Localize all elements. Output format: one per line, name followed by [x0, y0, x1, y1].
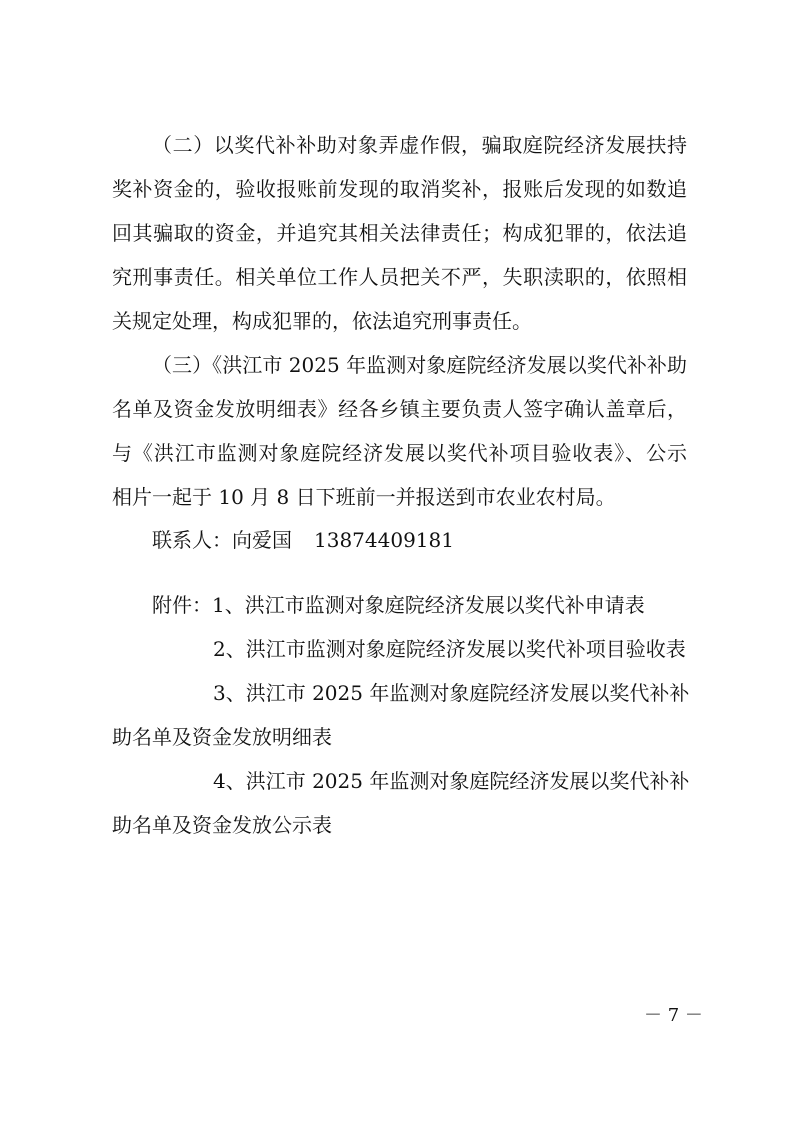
contact-label: 联系人：向爱国: [152, 528, 292, 552]
attachment-item-3-line-2: 助名单及资金发放明细表: [112, 725, 332, 749]
section2-line-5: 关规定处理，构成犯罪的，依法追究刑事责任。: [112, 309, 532, 333]
attachment-item-3-line-1: 3、洪江市 2025 年监测对象庭院经济发展以奖代补补: [213, 681, 690, 705]
attachment-item-4-line-2: 助名单及资金发放公示表: [112, 813, 332, 837]
section3-line-2: 名单及资金发放明细表》经各乡镇主要负责人签字确认盖章后，: [112, 397, 687, 421]
section2-line-1: （二）以奖代补补助对象弄虚作假，骗取庭院经济发展扶持: [152, 133, 687, 157]
contact-phone: 13874409181: [314, 528, 454, 552]
section2-line-3: 回其骗取的资金，并追究其相关法律责任；构成犯罪的，依法追: [112, 221, 687, 245]
attachment-item-4-line-1: 4、洪江市 2025 年监测对象庭院经济发展以奖代补补: [213, 769, 690, 793]
section2-line-2: 奖补资金的，验收报账前发现的取消奖补，报账后发现的如数追: [112, 177, 687, 201]
contact-line: [152, 528, 672, 552]
attachment-item-1: 附件：1、洪江市监测对象庭院经济发展以奖代补申请表: [152, 593, 645, 617]
section3-line-3: 与《洪江市监测对象庭院经济发展以奖代补项目验收表》、公示: [112, 441, 687, 465]
section2-line-4: 究刑事责任。相关单位工作人员把关不严，失职渎职的，依照相: [112, 265, 687, 289]
attachment-item-2: 2、洪江市监测对象庭院经济发展以奖代补项目验收表: [213, 637, 686, 661]
section3-line-4: 相片一起于 10 月 8 日下班前一并报送到市农业农村局。: [112, 485, 616, 509]
section3-line-1: （三）《洪江市 2025 年监测对象庭院经济发展以奖代补补助: [152, 353, 687, 377]
page-number: － 7 －: [644, 1005, 703, 1026]
